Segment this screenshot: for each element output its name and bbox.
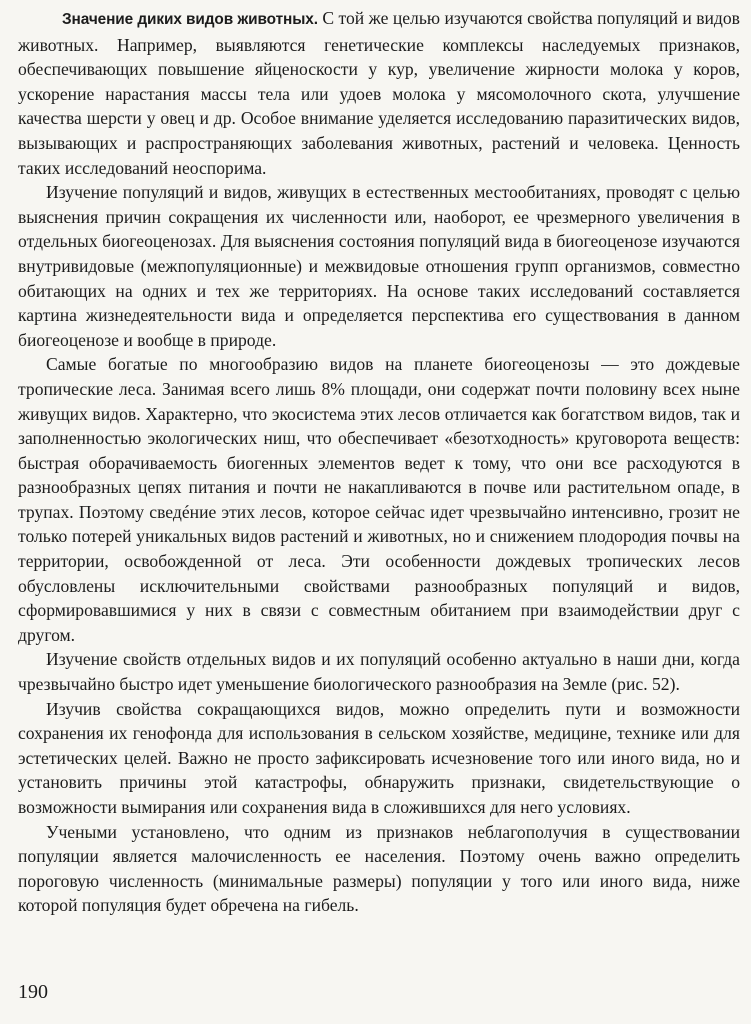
paragraph-tropical-forests: Самые богатые по многообразию видов на планете биогеоценозы — это дождевые тропические леса. Занимая всего лишь 8% площади, они содержат почти половину всех ныне живущих видов. Характерно, что экосистема этих лесов отличается как богатством видов, так и заполненностью экологических ниш, что обеспечивает «безотходность» круговорота веществ: быстрая оборачиваемость биогенных элементов ведет к тому, что они все расходуются в разнообразных цепях питания и почти не накапливаются в почве или растительном опаде, в трупах. Поэтому сведéние этих лесов, которое сейчас идет чрезвычайно интенсивно, грозит не только потерей уникальных видов растений и животных, но и снижением плодородия почвы на территории, освобожденной от леса. Эти особенности дождевых тропических лесов обусловлены исключительными свойствами разнообразных популяций и видов, сформировавшимися у них в связи с совместным обитанием при взаимодействии друг с другом. <box>18 354 740 645</box>
paragraph-intro-text: С той же целью изучаются свойства популяций и видов животных. Например, выявляются генетические комплексы наследуемых признаков, обеспечивающих повышение яйценоскости у кур, увеличение жирности молока у коров, ускорение нарастания массы тела или удоев молока у мясомолочного скота, улучшение качества шерсти у овец и др. Особое внимание уделяется исследованию паразитических видов, вызывающих и распространяющих заболевания животных, растений и человека. Ценность таких исследований неоспорима. <box>18 8 740 178</box>
paragraph-populations: Изучение популяций и видов, живущих в естественных местообитаниях, проводят с целью выяснения причин сокращения их численности или, наоборот, ее чрезмерного увеличения в отдельных биогеоценозах. Для выяснения состояния популяций вида в биогеоценозе изучаются внутривидовые (межпопуляционные) и межвидовые отношения групп организмов, совместно обитающих на одних и тех же территориях. На основе таких исследований составляется картина жизнедеятельности вида и определяется перспектива его существования в данном биогеоценозе и вообще в природе. <box>18 182 740 350</box>
book-page <box>18 6 740 1018</box>
paragraph-intro <box>18 6 740 180</box>
page-number: 190 <box>18 981 48 1003</box>
section-heading: Значение диких видов животных. <box>62 11 318 28</box>
paragraph-biodiversity: Изучение свойств отдельных видов и их популяций особенно актуально в наши дни, когда чрезвычайно быстро идет уменьшение биологического разнообразия на Земле (рис. 52). <box>18 649 740 695</box>
body-text <box>18 6 740 918</box>
paragraph-threshold: Учеными установлено, что одним из признаков неблагополучия в существовании популяции является малочисленность ее населения. Поэтому очень важно определить пороговую численность (минимальные размеры) популяции у того или иного вида, ниже которой популяция будет обречена на гибель. <box>18 821 740 916</box>
paragraph-gene-pool: Изучив свойства сокращающихся видов, можно определить пути и возможности сохранения их генофонда для использования в сельском хозяйстве, медицине, технике или для эстетических целей. Важно не просто зафиксировать исчезновение того или иного вида, но и установить причины этой катастрофы, обнаружить признаки, свидетельствующие о возможности вымирания или сохранения вида в сложившихся для него условиях. <box>18 698 740 817</box>
